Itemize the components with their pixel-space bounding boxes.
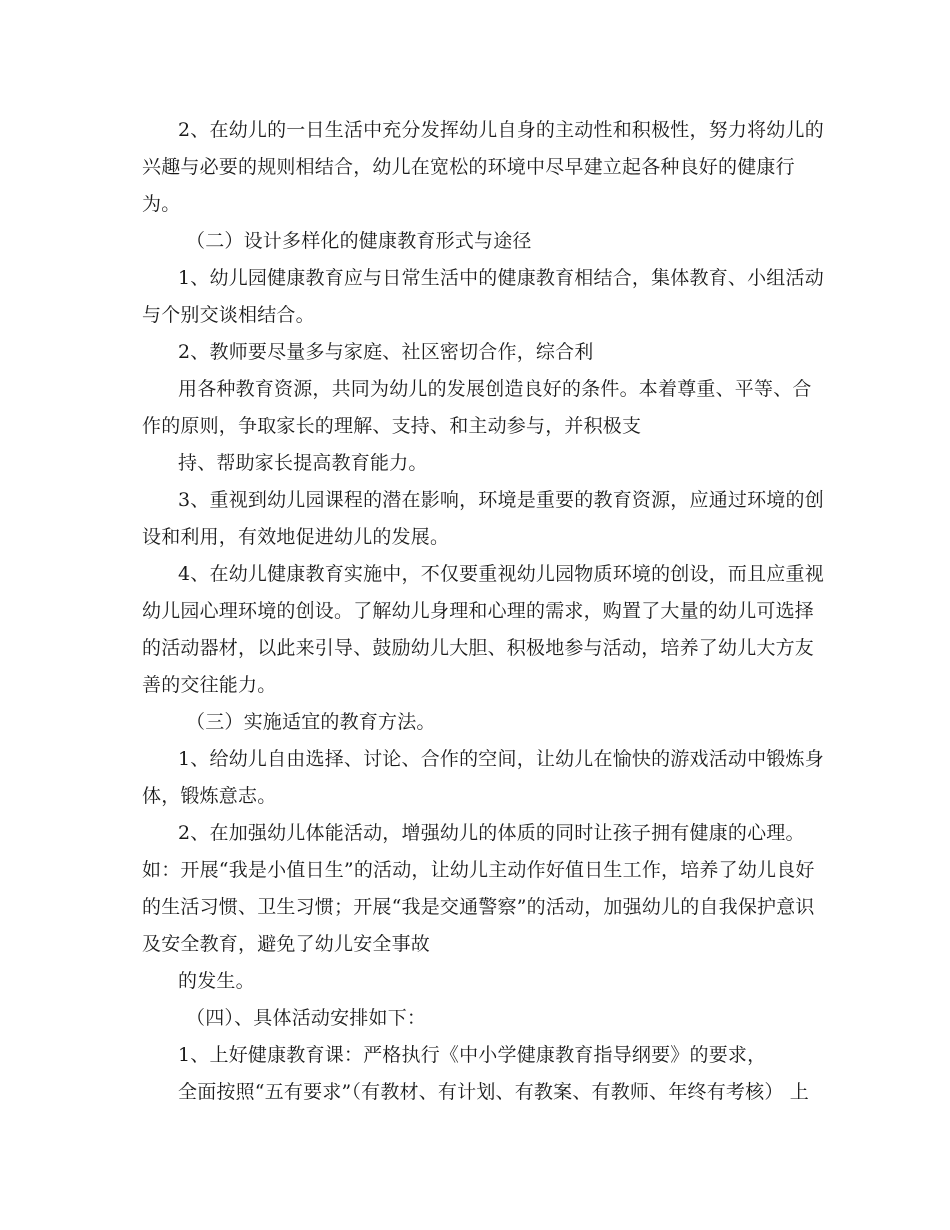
- section-heading: （三）实施适宜的教育方法。: [186, 711, 436, 733]
- text-line: 幼儿园心理环境的创设。了解幼儿身理和心理的需求，购置了大量的幼儿可选择: [142, 600, 815, 622]
- text-line: 与个别交谈相结合。: [142, 304, 315, 326]
- text-line: 2、在幼儿的一日生活中充分发挥幼儿自身的主动性和积极性，努力将幼儿的: [178, 119, 824, 141]
- text-line: 1、上好健康教育课：严格执行《中小学健康教育指导纲要》的要求，: [178, 1044, 767, 1066]
- text-line: 2、教师要尽量多与家庭、社区密切合作，综合利: [178, 341, 594, 363]
- text-line: 设和利用，有效地促进幼儿的发展。: [142, 526, 450, 548]
- text-line: 善的交往能力。: [142, 674, 277, 696]
- text-line: 作的原则，争取家长的理解、支持、和主动参与，并积极支: [142, 415, 642, 437]
- text-line: 4、在幼儿健康教育实施中，不仅要重视幼儿园物质环境的创设，而且应重视: [178, 563, 824, 585]
- text-line: 用各种教育资源，共同为幼儿的发展创造良好的条件。本着尊重、平等、合: [178, 378, 812, 400]
- section-heading: （四）、具体活动安排如下：: [186, 1007, 427, 1029]
- text-line: 持、帮助家长提高教育能力。: [178, 452, 428, 474]
- text-line: 1、幼儿园健康教育应与日常生活中的健康教育相结合，集体教育、小组活动: [178, 267, 824, 289]
- text-line: 的活动器材，以此来引导、鼓励幼儿大胆、积极地参与活动，培养了幼儿大方友: [142, 637, 815, 659]
- text-line: 如：开展“我是小值日生”的活动，让幼儿主动作好值日生工作，培养了幼儿良好: [142, 859, 815, 881]
- text-line: 及安全教育，避免了幼儿安全事故: [142, 933, 431, 955]
- text-line: 2、在加强幼儿体能活动，增强幼儿的体质的同时让孩子拥有健康的心理。: [178, 822, 805, 844]
- text-line: 3、重视到幼儿园课程的潜在影响，环境是重要的教育资源，应通过环境的创: [178, 489, 824, 511]
- text-line: 为。: [142, 193, 181, 215]
- text-line: 的生活习惯、卫生习惯；开展“我是交通警察”的活动，加强幼儿的自我保护意识: [142, 896, 815, 918]
- text-line: 的发生。: [178, 970, 255, 992]
- text-line: 1、给幼儿自由选择、讨论、合作的空间，让幼儿在愉快的游戏活动中锻炼身: [178, 748, 824, 770]
- section-heading: （二）设计多样化的健康教育形式与途径: [186, 230, 532, 252]
- text-line: 全面按照“五有要求”（有教材、有计划、有教案、有教师、年终有考核） 上: [178, 1081, 809, 1103]
- text-line: 兴趣与必要的规则相结合，幼儿在宽松的环境中尽早建立起各种良好的健康行: [142, 156, 795, 178]
- text-line: 体，锻炼意志。: [142, 785, 277, 807]
